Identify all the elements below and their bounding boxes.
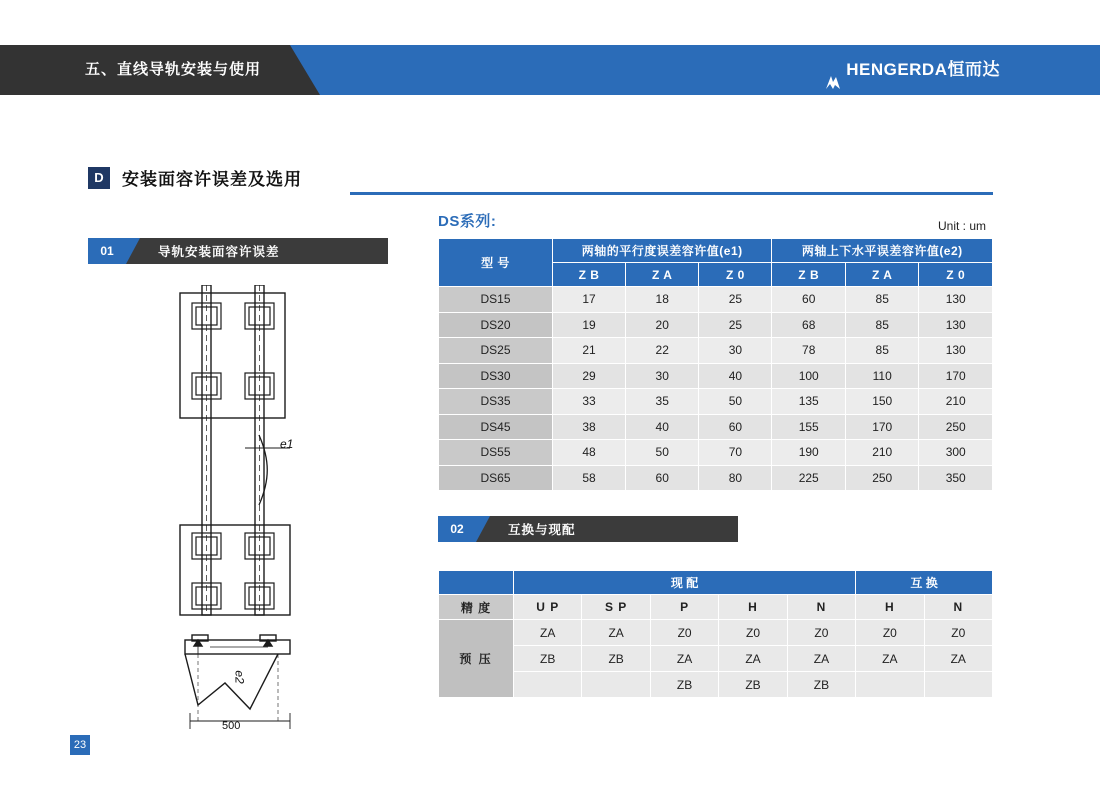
e2-dimension-label: e2 [232,670,247,684]
exchange-col-5: H [856,595,924,620]
ds-model: DS25 [439,338,553,364]
exchange-cell: Z0 [924,620,992,646]
dimension-500-label: 500 [222,720,241,732]
exchange-col-1: S P [582,595,650,620]
exchange-group-interchange: 互 换 [856,571,993,595]
exchange-cell: ZB [650,672,718,698]
ds-cell: 210 [919,389,993,415]
exchange-col-4: N [787,595,855,620]
ds-cell: 155 [772,414,845,440]
exchange-cell [582,672,650,698]
exchange-cell: ZB [582,646,650,672]
ds-cell: 18 [626,287,699,313]
brand-logo [824,45,1000,95]
ds-cell: 60 [699,414,772,440]
ds-cell: 110 [845,363,918,389]
block-01-label: 导轨安装面容许误差 [126,238,388,264]
section-badge: D [88,167,110,189]
block-01-tag [88,238,388,264]
ds-cell: 60 [772,287,845,313]
page-header [0,45,1100,95]
ds-cell: 60 [626,465,699,491]
ds-cell: 58 [552,465,625,491]
ds-model: DS15 [439,287,553,313]
table-row [439,595,993,620]
ds-model: DS55 [439,440,553,466]
exchange-preload-label: 预 压 [439,620,514,698]
ds-cell: 85 [845,312,918,338]
ds-cell: 20 [626,312,699,338]
exchange-cell: Z0 [787,620,855,646]
brand-name: HENGERDA恒而达 [846,60,1000,79]
ds-cell: 35 [626,389,699,415]
ds-cell: 48 [552,440,625,466]
table-row [439,571,993,595]
ds-cell: 250 [919,414,993,440]
ds-subheader-3: Z B [772,263,845,287]
block-01-number: 01 [88,238,126,264]
ds-cell: 68 [772,312,845,338]
ds-cell: 250 [845,465,918,491]
block-02-number: 02 [438,516,476,542]
exchange-corner-cell [439,571,514,595]
ds-header-model: 型 号 [439,239,553,287]
exchange-col-0: U P [514,595,582,620]
ds-series-label: DS系列: [438,213,497,230]
ds-subheader-2: Z 0 [699,263,772,287]
ds-cell: 225 [772,465,845,491]
ds-model: DS30 [439,363,553,389]
section-heading [88,165,302,190]
exchange-cell: ZA [514,620,582,646]
ds-cell: 40 [699,363,772,389]
ds-subheader-5: Z 0 [919,263,993,287]
exchange-cell: ZB [787,672,855,698]
ds-cell: 130 [919,287,993,313]
ds-cell: 50 [699,389,772,415]
exchange-col-2: P [650,595,718,620]
section-rule [350,192,993,195]
ds-cell: 130 [919,312,993,338]
ds-cell: 40 [626,414,699,440]
exchange-cell: Z0 [856,620,924,646]
block-02-tag [438,516,738,542]
section-title: 安装面容许误差及选用 [122,170,302,189]
ds-model: DS45 [439,414,553,440]
ds-tolerance-table [438,238,993,491]
ds-cell: 170 [845,414,918,440]
table-row [439,620,993,646]
ds-cell: 170 [919,363,993,389]
ds-cell: 22 [626,338,699,364]
page-number: 23 [70,735,90,755]
ds-cell: 300 [919,440,993,466]
exchange-table [438,570,993,698]
table-row [439,414,993,440]
exchange-cell [924,672,992,698]
exchange-cell: ZA [719,646,787,672]
exchange-cell: ZA [650,646,718,672]
ds-model: DS35 [439,389,553,415]
ds-cell: 17 [552,287,625,313]
exchange-accuracy-label: 精 度 [439,595,514,620]
ds-cell: 70 [699,440,772,466]
unit-label: Unit : um [938,219,987,233]
exchange-cell: Z0 [719,620,787,646]
exchange-cell [514,672,582,698]
exchange-cell: ZB [719,672,787,698]
ds-cell: 350 [919,465,993,491]
exchange-group-present: 现 配 [514,571,856,595]
exchange-cell: ZB [514,646,582,672]
ds-cell: 29 [552,363,625,389]
exchange-col-6: N [924,595,992,620]
ds-cell: 150 [845,389,918,415]
ds-model: DS65 [439,465,553,491]
table-row [439,363,993,389]
table-row [439,672,993,698]
table-row [439,338,993,364]
ds-header-group-e1: 两轴的平行度误差容许值(e1) [552,239,772,263]
ds-cell: 21 [552,338,625,364]
ds-subheader-4: Z A [845,263,918,287]
ds-cell: 78 [772,338,845,364]
ds-subheader-1: Z A [626,263,699,287]
rail-mounting-diagram [150,285,350,735]
ds-cell: 30 [699,338,772,364]
ds-cell: 210 [845,440,918,466]
exchange-cell: ZA [924,646,992,672]
exchange-cell: ZA [582,620,650,646]
chapter-title: 五、直线导轨安装与使用 [85,61,262,78]
ds-cell: 25 [699,287,772,313]
exchange-cell: ZA [787,646,855,672]
ds-cell: 25 [699,312,772,338]
table-row [439,440,993,466]
ds-cell: 130 [919,338,993,364]
exchange-col-3: H [719,595,787,620]
exchange-cell: Z0 [650,620,718,646]
ds-cell: 190 [772,440,845,466]
ds-cell: 135 [772,389,845,415]
ds-cell: 85 [845,287,918,313]
e1-dimension-label: e1 [280,437,294,451]
exchange-cell [856,672,924,698]
ds-cell: 19 [552,312,625,338]
ds-cell: 50 [626,440,699,466]
exchange-cell: ZA [856,646,924,672]
ds-header-group-e2: 两轴上下水平误差容许值(e2) [772,239,993,263]
ds-cell: 33 [552,389,625,415]
ds-subheader-0: Z B [552,263,625,287]
ds-cell: 100 [772,363,845,389]
block-02-label: 互换与现配 [476,516,738,542]
ds-cell: 80 [699,465,772,491]
table-row [439,389,993,415]
brand-logo-icon [824,62,842,80]
table-row [439,465,993,491]
ds-cell: 30 [626,363,699,389]
table-row [439,287,993,313]
ds-cell: 85 [845,338,918,364]
table-row [439,646,993,672]
table-row [439,312,993,338]
ds-cell: 38 [552,414,625,440]
ds-model: DS20 [439,312,553,338]
